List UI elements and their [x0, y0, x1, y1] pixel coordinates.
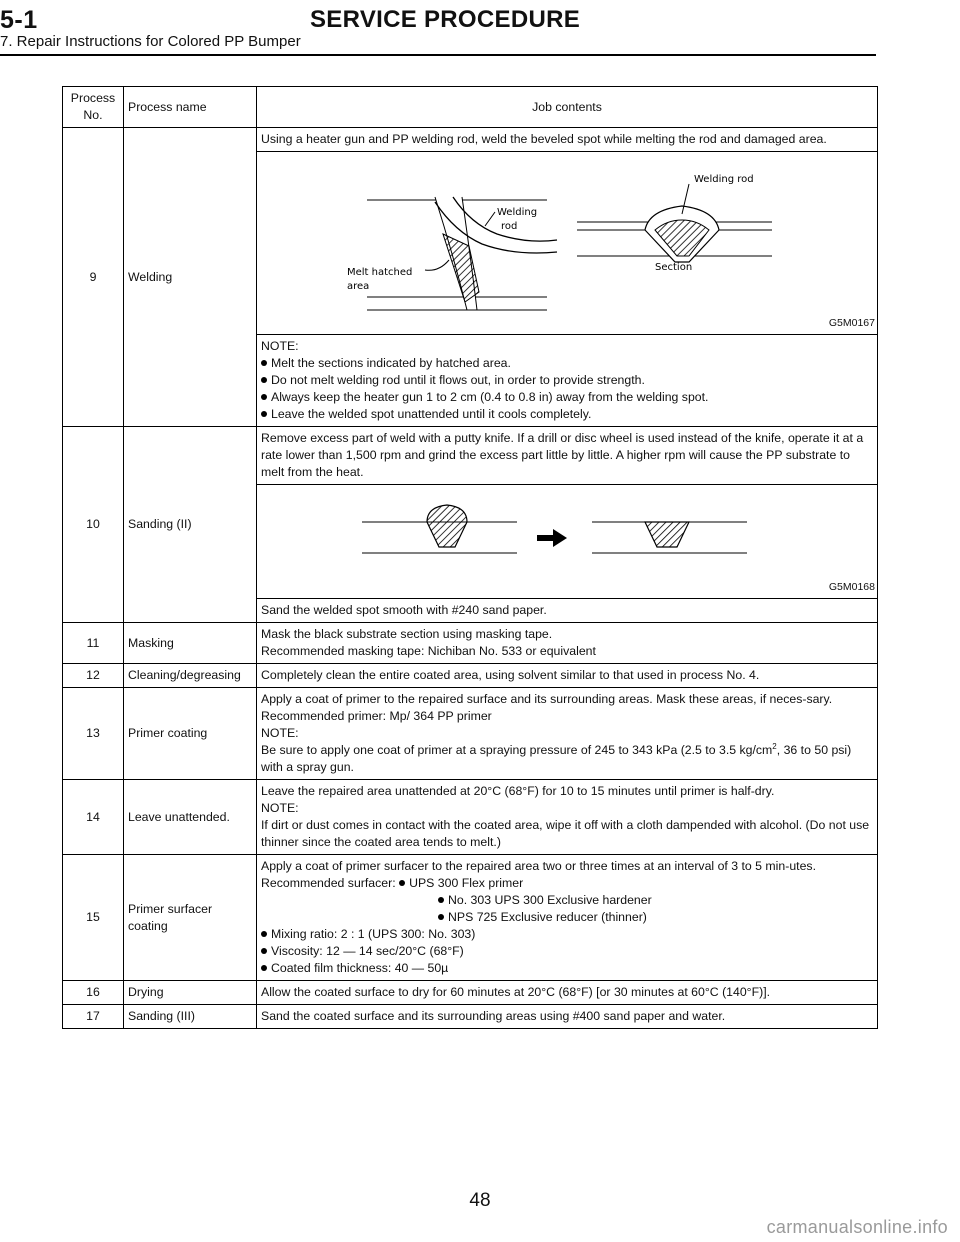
page-title: SERVICE PROCEDURE — [310, 6, 581, 33]
job-text: Sand the coated surface and its surrounding areas using #400 sand paper and water. — [257, 1005, 878, 1029]
label-welding-rod-right: Welding rod — [694, 174, 754, 185]
bullet-icon — [438, 914, 444, 920]
bullet-icon — [261, 377, 267, 383]
figure-id: G5M0167 — [828, 317, 875, 329]
figure-id: G5M0168 — [828, 581, 875, 593]
figure-cell — [257, 152, 878, 335]
job-text: Completely clean the entire coated area, using solvent similar to that used in process No. 4. — [257, 664, 878, 688]
process-no: 11 — [63, 623, 124, 664]
page-number: 48 — [469, 1190, 491, 1211]
process-name: Leave unattended. — [124, 780, 257, 855]
bullet-icon — [261, 948, 267, 954]
table-row — [63, 855, 878, 981]
watermark[interactable]: carmanualsonline.info — [766, 1217, 948, 1237]
process-no: 15 — [63, 855, 124, 981]
job-text: Allow the coated surface to dry for 60 minutes at 20°C (68°F) [or 30 minutes at 60°C (140°F)]. — [257, 981, 878, 1005]
bullet-icon — [261, 931, 267, 937]
table-row — [63, 1005, 878, 1029]
process-no: 12 — [63, 664, 124, 688]
job-text: Sand the welded spot smooth with #240 sand paper. — [257, 599, 878, 623]
note-item: Always keep the heater gun 1 to 2 cm (0.4 to 0.8 in) away from the welding spot. — [261, 389, 873, 406]
bullet-icon — [438, 897, 444, 903]
label-melt-hatched: Melt hatched — [347, 267, 413, 278]
bullet-icon — [261, 411, 267, 417]
sanding-diagram — [257, 485, 878, 598]
note-item: Melt the sections indicated by hatched area. — [261, 355, 873, 372]
bullet-icon — [261, 965, 267, 971]
process-name: Sanding (II) — [124, 427, 257, 623]
process-no: 17 — [63, 1005, 124, 1029]
label-rod: rod — [501, 221, 518, 232]
process-name: Sanding (III) — [124, 1005, 257, 1029]
process-name: Welding — [124, 128, 257, 427]
process-name: Primer surfacer coating — [124, 855, 257, 981]
process-no: 10 — [63, 427, 124, 623]
table-row — [63, 128, 878, 152]
col-job-contents: Job contents — [257, 87, 878, 128]
note-label: NOTE: — [261, 339, 299, 353]
bullet-icon — [399, 880, 405, 886]
col-process-no: Process No. — [63, 87, 124, 128]
process-no: 9 — [63, 128, 124, 427]
bullet-icon — [261, 394, 267, 400]
job-text: Remove excess part of weld with a putty knife. If a drill or disc wheel is used instead of the knife, operate it at a rate lower than 1,500 rpm and grind the excess part little by little. A higher rpm will cause the PP substrate to melt from the heat. — [257, 427, 878, 485]
table-row — [63, 427, 878, 485]
bullet-icon — [261, 360, 267, 366]
process-name: Masking — [124, 623, 257, 664]
job-text: Apply a coat of primer to the repaired surface and its surrounding areas. Mask these areas, if neces-sary. Recommended primer: Mp/ 364 PP primer NOTE: Be sure to apply one coat of primer at a spraying pressure of 245 to 343 kPa (2.5 to 3.5 $kg/cm^2$, 36 to 50 psi) with a spray gun. — [257, 688, 878, 780]
process-name: Drying — [124, 981, 257, 1005]
job-text: Mask the black substrate section using masking tape. Recommended masking tape: Nichiban No. 533 or equivalent — [257, 623, 878, 664]
table-row — [63, 780, 878, 855]
note-block — [257, 335, 878, 427]
process-no: 13 — [63, 688, 124, 780]
process-name: Primer coating — [124, 688, 257, 780]
table-row — [63, 981, 878, 1005]
process-no: 14 — [63, 780, 124, 855]
job-text: Using a heater gun and PP welding rod, weld the beveled spot while melting the rod and damaged area. — [257, 128, 878, 152]
note-item: Leave the welded spot unattended until it cools completely. — [261, 406, 873, 423]
procedure-table — [62, 86, 878, 1029]
note-item: Do not melt welding rod until it flows out, in order to provide strength. — [261, 372, 873, 389]
arrow-right-icon — [537, 529, 567, 547]
sanding-figure — [257, 485, 877, 598]
col-process-name: Process name — [124, 87, 257, 128]
label-welding-rod: Welding — [497, 207, 538, 218]
job-text: Leave the repaired area unattended at 20°C (68°F) for 10 to 15 minutes until primer is half-dry. NOTE: If dirt or dust comes in contact with the coated area, wipe it off with a cloth dampended with alcohol. (Do not use thinner since the coated area tends to melt.) — [257, 780, 878, 855]
process-no: 16 — [63, 981, 124, 1005]
welding-figure — [257, 152, 877, 334]
table-row — [63, 664, 878, 688]
welding-diagram — [257, 152, 878, 334]
label-area: area — [347, 281, 370, 292]
table-row — [63, 623, 878, 664]
table-row — [63, 688, 878, 780]
process-name: Cleaning/degreasing — [124, 664, 257, 688]
table-header-row — [63, 87, 878, 128]
label-section: Section — [655, 262, 693, 273]
header-rule — [0, 54, 876, 56]
figure-cell — [257, 485, 878, 599]
section-code: 5-1 — [0, 6, 38, 34]
job-text: Apply a coat of primer surfacer to the repaired area two or three times at an interval of 3 to 5 min-utes. Recommended surfacer: UPS 300 Flex primer No. 303 UPS 300 Exclusive hardener NPS 725 Exclusive reducer (thinner) Mixing ratio: 2 : 1 (UPS 300: No. 303) Viscosity: 12 — 14 sec/20°C (68°F) Coated film thickness: 40 — 50µ — [257, 855, 878, 981]
page-subtitle: 7. Repair Instructions for Colored PP Bumper — [0, 33, 301, 50]
